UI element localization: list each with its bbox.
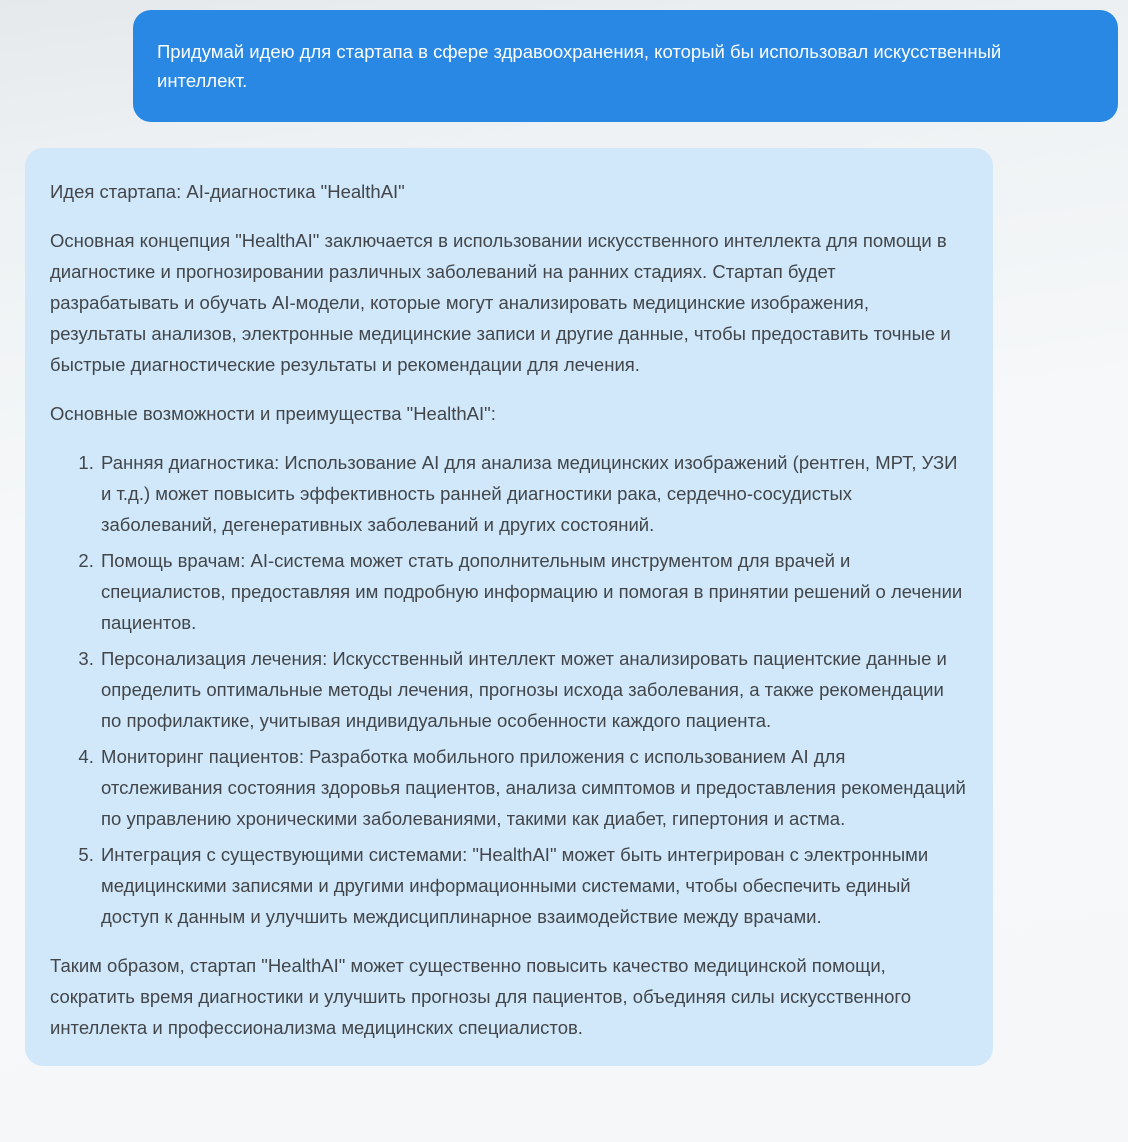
assistant-title: Идея стартапа: AI-диагностика "HealthAI" [50, 181, 405, 202]
assistant-list-heading: Основные возможности и преимущества "HealthAI": [50, 403, 496, 424]
feature-list [50, 447, 968, 932]
feature-list-item: 3. Персонализация лечения: Искусственный интеллект может анализировать пациентские данные и определить оптимальные методы лечения, прогнозы исхода заболевания, а также рекомендации по профилактике, учитывая индивидуальные особенности каждого пациента. [99, 643, 968, 736]
feature-list-item: 1. Ранняя диагностика: Использование AI для анализа медицинских изображений (рентген, МРТ, УЗИ и т.д.) может повысить эффективность ранней диагностики рака, сердечно-сосудистых заболеваний, дегенеративных заболеваний и других состояний. [99, 447, 968, 540]
assistant-message-bubble [25, 148, 993, 1066]
feature-list-item: 5. Интеграция с существующими системами: "HealthAI" может быть интегрирован с электронными медицинскими записями и другими информационными системами, чтобы обеспечить единый доступ к данным и улучшить междисциплинарное взаимодействие между врачами. [99, 839, 968, 932]
feature-list-item: 2. Помощь врачам: AI-система может стать дополнительным инструментом для врачей и специалистов, предоставляя им подробную информацию и помогая в принятии решений о лечении пациентов. [99, 545, 968, 638]
feature-list-item: 4. Мониторинг пациентов: Разработка мобильного приложения с использованием AI для отслеживания состояния здоровья пациентов, анализа симптомов и предоставления рекомендаций по управлению хроническими заболеваниями, такими как диабет, гипертония и астма. [99, 741, 968, 834]
user-message-row [0, 0, 1128, 122]
user-message-bubble [133, 10, 1118, 122]
assistant-message-row [0, 122, 1128, 1066]
user-message-text: Придумай идею для стартапа в сфере здравоохранения, который бы использовал искусственный интеллект. [157, 41, 1002, 91]
assistant-intro-paragraph: Основная концепция "HealthAI" заключается в использовании искусственного интеллекта для помощи в диагностике и прогнозировании различных заболеваний на ранних стадиях. Стартап будет разрабатывать и обучать AI-модели, которые могут анализировать медицинские изображения, результаты анализов, электронные медицинские записи и другие данные, чтобы предоставить точные и быстрые диагностические результаты и рекомендации для лечения. [50, 230, 951, 375]
assistant-conclusion-paragraph: Таким образом, стартап "HealthAI" может существенно повысить качество медицинской помощи, сократить время диагностики и улучшить прогнозы для пациентов, объединяя силы искусственного интеллекта и профессионализма медицинских специалистов. [50, 955, 911, 1038]
